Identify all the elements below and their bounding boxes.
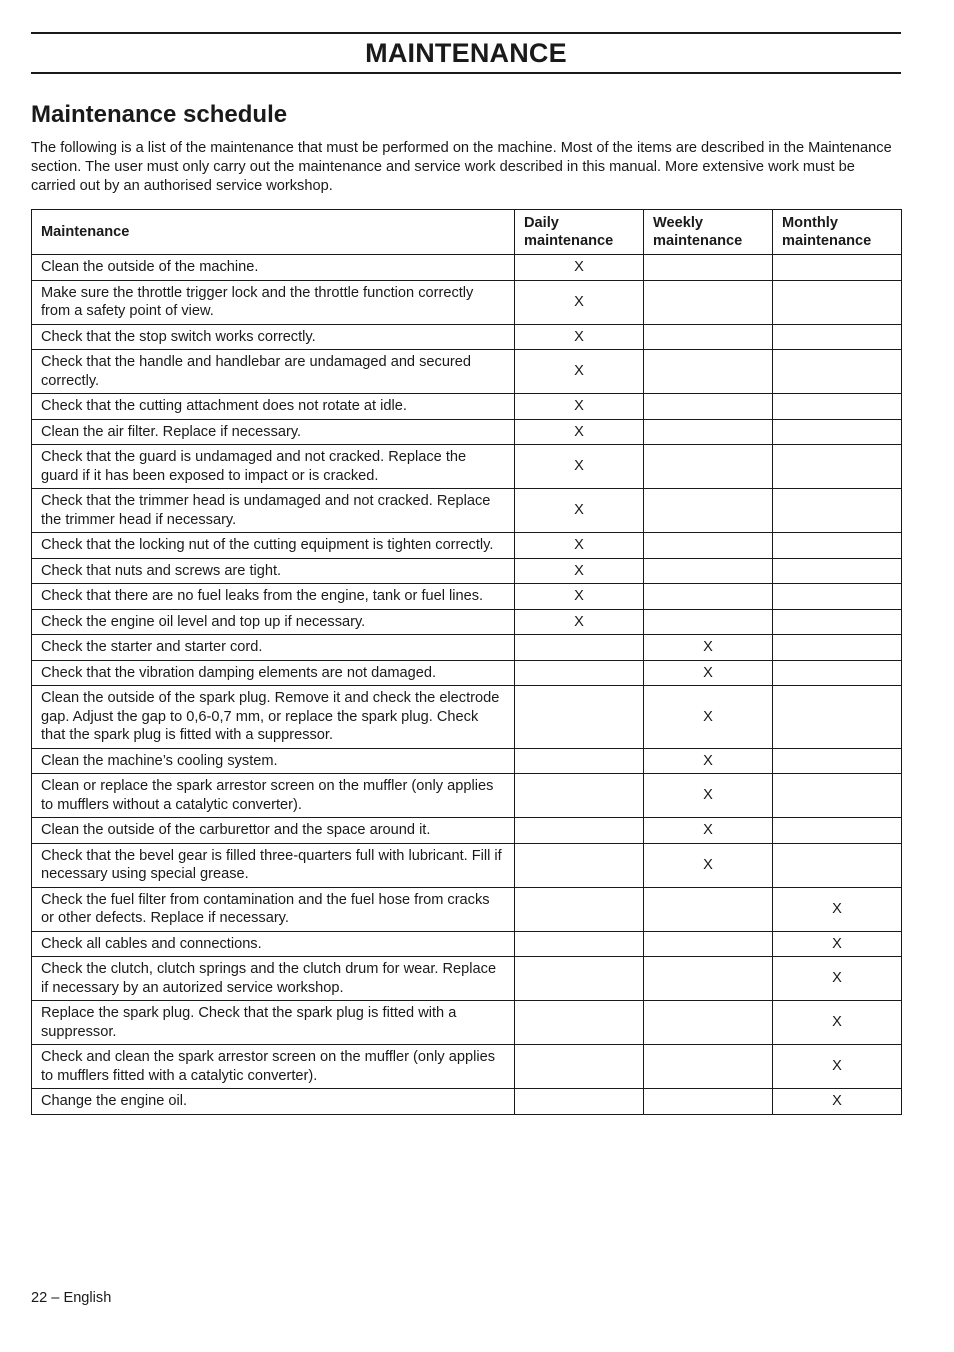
- task-cell: Check that the vibration damping elements are not damaged.: [32, 660, 515, 686]
- table-row: [32, 748, 902, 774]
- monthly-mark-cell: [773, 280, 902, 324]
- weekly-mark-cell: [644, 533, 773, 559]
- maintenance-schedule-table: [31, 209, 902, 1115]
- table-row: [32, 558, 902, 584]
- weekly-mark-cell: [644, 931, 773, 957]
- table-row: [32, 660, 902, 686]
- daily-mark-cell: [515, 774, 644, 818]
- weekly-mark-cell: [644, 1001, 773, 1045]
- table-row: [32, 350, 902, 394]
- daily-mark-cell: [515, 843, 644, 887]
- task-cell: Check the fuel filter from contamination and the fuel hose from cracks or other defects. Replace if necessary.: [32, 887, 515, 931]
- intro-paragraph: The following is a list of the maintenance that must be performed on the machine. Most of the items are described in the Maintenance section. The user must only carry out the maintenance and service work described in this manual. More extensive work must be carried out by an authorised service workshop.: [31, 140, 892, 194]
- table-row: [32, 280, 902, 324]
- table-row: [32, 584, 902, 610]
- table-row: [32, 1089, 902, 1115]
- weekly-mark-cell: [644, 280, 773, 324]
- weekly-mark-cell: X: [644, 748, 773, 774]
- daily-mark-cell: X: [515, 255, 644, 281]
- header-monthly: Monthly maintenance: [773, 210, 902, 255]
- daily-mark-cell: X: [515, 609, 644, 635]
- table-row: [32, 686, 902, 749]
- monthly-mark-cell: [773, 748, 902, 774]
- weekly-mark-cell: X: [644, 774, 773, 818]
- table-row: [32, 818, 902, 844]
- task-cell: Clean the outside of the carburettor and the space around it.: [32, 818, 515, 844]
- weekly-mark-cell: [644, 255, 773, 281]
- table-row: [32, 931, 902, 957]
- header-weekly: Weekly maintenance: [644, 210, 773, 255]
- monthly-mark-cell: [773, 558, 902, 584]
- table-row: [32, 419, 902, 445]
- task-cell: Check that the guard is undamaged and not cracked. Replace the guard if it has been exposed to impact or is cracked.: [32, 445, 515, 489]
- daily-mark-cell: [515, 1001, 644, 1045]
- monthly-mark-cell: [773, 818, 902, 844]
- table-body: [32, 255, 902, 1115]
- daily-mark-cell: [515, 635, 644, 661]
- daily-mark-cell: [515, 748, 644, 774]
- weekly-mark-cell: [644, 489, 773, 533]
- table-row: [32, 255, 902, 281]
- monthly-mark-cell: [773, 774, 902, 818]
- monthly-mark-cell: X: [773, 931, 902, 957]
- monthly-mark-cell: X: [773, 1045, 902, 1089]
- monthly-mark-cell: [773, 350, 902, 394]
- monthly-mark-cell: X: [773, 887, 902, 931]
- table-row: [32, 1045, 902, 1089]
- table-row: [32, 445, 902, 489]
- task-cell: Check that the bevel gear is filled three-quarters full with lubricant. Fill if necessary using special grease.: [32, 843, 515, 887]
- task-cell: Check all cables and connections.: [32, 931, 515, 957]
- monthly-mark-cell: [773, 686, 902, 749]
- weekly-mark-cell: [644, 1089, 773, 1115]
- header-daily: Daily maintenance: [515, 210, 644, 255]
- weekly-mark-cell: [644, 350, 773, 394]
- weekly-mark-cell: [644, 609, 773, 635]
- weekly-mark-cell: [644, 394, 773, 420]
- monthly-mark-cell: [773, 635, 902, 661]
- monthly-mark-cell: [773, 419, 902, 445]
- task-cell: Make sure the throttle trigger lock and the throttle function correctly from a safety point of view.: [32, 280, 515, 324]
- daily-mark-cell: [515, 660, 644, 686]
- weekly-mark-cell: [644, 957, 773, 1001]
- daily-mark-cell: X: [515, 280, 644, 324]
- daily-mark-cell: X: [515, 533, 644, 559]
- daily-mark-cell: X: [515, 584, 644, 610]
- task-cell: Check that the trimmer head is undamaged and not cracked. Replace the trimmer head if necessary.: [32, 489, 515, 533]
- monthly-mark-cell: X: [773, 957, 902, 1001]
- weekly-mark-cell: [644, 584, 773, 610]
- task-cell: Check that nuts and screws are tight.: [32, 558, 515, 584]
- weekly-mark-cell: X: [644, 660, 773, 686]
- daily-mark-cell: X: [515, 394, 644, 420]
- task-cell: Check the clutch, clutch springs and the clutch drum for wear. Replace if necessary by an autorized service workshop.: [32, 957, 515, 1001]
- task-cell: Check the starter and starter cord.: [32, 635, 515, 661]
- table-row: [32, 394, 902, 420]
- table-row: [32, 489, 902, 533]
- table-row: [32, 609, 902, 635]
- daily-mark-cell: [515, 686, 644, 749]
- monthly-mark-cell: [773, 489, 902, 533]
- task-cell: Clean the air filter. Replace if necessary.: [32, 419, 515, 445]
- monthly-mark-cell: [773, 843, 902, 887]
- task-cell: Check that the handle and handlebar are undamaged and secured correctly.: [32, 350, 515, 394]
- weekly-mark-cell: [644, 558, 773, 584]
- task-cell: Clean the outside of the machine.: [32, 255, 515, 281]
- monthly-mark-cell: X: [773, 1089, 902, 1115]
- weekly-mark-cell: X: [644, 686, 773, 749]
- daily-mark-cell: [515, 887, 644, 931]
- daily-mark-cell: X: [515, 489, 644, 533]
- daily-mark-cell: X: [515, 419, 644, 445]
- task-cell: Replace the spark plug. Check that the spark plug is fitted with a suppressor.: [32, 1001, 515, 1045]
- task-cell: Clean or replace the spark arrestor screen on the muffler (only applies to mufflers without a catalytic converter).: [32, 774, 515, 818]
- monthly-mark-cell: [773, 324, 902, 350]
- monthly-mark-cell: X: [773, 1001, 902, 1045]
- monthly-mark-cell: [773, 660, 902, 686]
- table-row: [32, 774, 902, 818]
- weekly-mark-cell: X: [644, 843, 773, 887]
- task-cell: Check the engine oil level and top up if necessary.: [32, 609, 515, 635]
- weekly-mark-cell: [644, 887, 773, 931]
- monthly-mark-cell: [773, 584, 902, 610]
- monthly-mark-cell: [773, 255, 902, 281]
- task-cell: Clean the outside of the spark plug. Remove it and check the electrode gap. Adjust the gap to 0,6-0,7 mm, or replace the spark plug. Check that the spark plug is fitted with a suppressor.: [32, 686, 515, 749]
- monthly-mark-cell: [773, 394, 902, 420]
- task-cell: Check and clean the spark arrestor screen on the muffler (only applies to mufflers fitted with a catalytic converter).: [32, 1045, 515, 1089]
- page-title: Maintenance schedule: [31, 101, 288, 128]
- daily-mark-cell: X: [515, 445, 644, 489]
- page-footer: 22 – English: [31, 1290, 112, 1306]
- table-row: [32, 533, 902, 559]
- section-title: MAINTENANCE: [365, 38, 567, 68]
- weekly-mark-cell: X: [644, 818, 773, 844]
- table-row: [32, 887, 902, 931]
- weekly-mark-cell: [644, 1045, 773, 1089]
- table-row: [32, 843, 902, 887]
- task-cell: Check that the cutting attachment does not rotate at idle.: [32, 394, 515, 420]
- monthly-mark-cell: [773, 533, 902, 559]
- task-cell: Check that the locking nut of the cutting equipment is tighten correctly.: [32, 533, 515, 559]
- section-banner: [31, 32, 901, 74]
- daily-mark-cell: X: [515, 324, 644, 350]
- daily-mark-cell: [515, 931, 644, 957]
- daily-mark-cell: [515, 818, 644, 844]
- weekly-mark-cell: [644, 419, 773, 445]
- daily-mark-cell: X: [515, 350, 644, 394]
- weekly-mark-cell: [644, 445, 773, 489]
- task-cell: Check that the stop switch works correctly.: [32, 324, 515, 350]
- header-maintenance: Maintenance: [32, 210, 515, 255]
- daily-mark-cell: X: [515, 558, 644, 584]
- table-row: [32, 1001, 902, 1045]
- monthly-mark-cell: [773, 445, 902, 489]
- daily-mark-cell: [515, 1089, 644, 1115]
- weekly-mark-cell: [644, 324, 773, 350]
- table-row: [32, 324, 902, 350]
- table-row: [32, 957, 902, 1001]
- table-header-row: [32, 210, 902, 255]
- monthly-mark-cell: [773, 609, 902, 635]
- table-row: [32, 635, 902, 661]
- task-cell: Change the engine oil.: [32, 1089, 515, 1115]
- task-cell: Check that there are no fuel leaks from the engine, tank or fuel lines.: [32, 584, 515, 610]
- task-cell: Clean the machine’s cooling system.: [32, 748, 515, 774]
- weekly-mark-cell: X: [644, 635, 773, 661]
- daily-mark-cell: [515, 957, 644, 1001]
- daily-mark-cell: [515, 1045, 644, 1089]
